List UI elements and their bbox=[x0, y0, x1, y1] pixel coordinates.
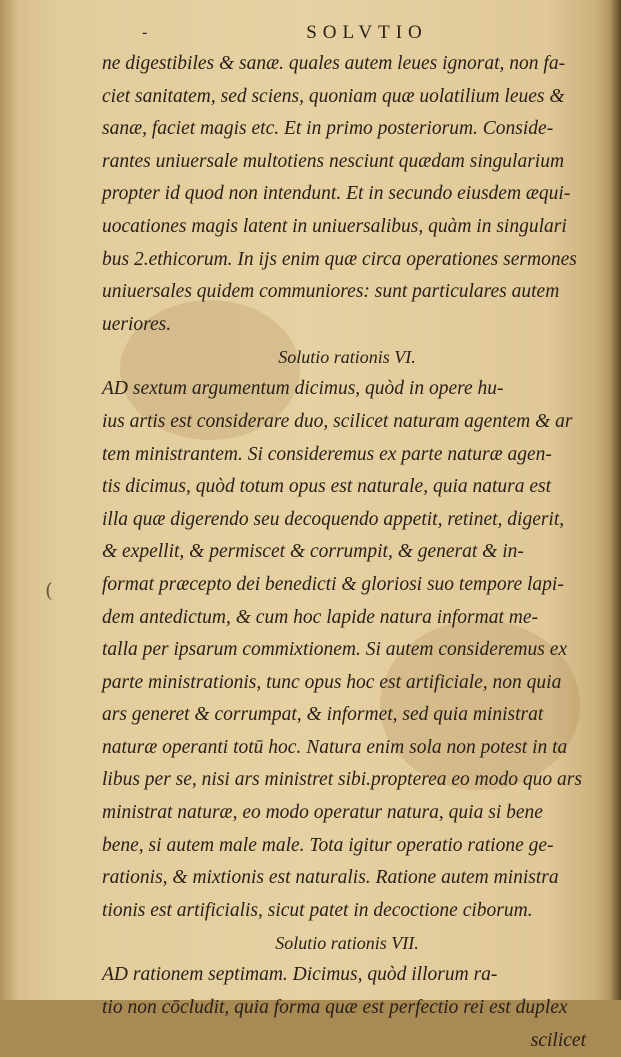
text-line: uocationes magis latent in uniuersalibus, quàm in singulari bbox=[102, 215, 567, 237]
text-line: ne digestibiles & sanæ. quales autem leues ignorat, non fa- bbox=[102, 53, 566, 74]
text-line: parte ministrationis, tunc opus hoc est artificiale, non quia bbox=[102, 671, 562, 693]
margin-mark: ( bbox=[45, 578, 53, 602]
paragraph-top bbox=[102, 48, 592, 341]
text-line: tionis est artificialis, sicut patet in decoctione ciborum. bbox=[102, 899, 533, 921]
page-edge bbox=[609, 0, 621, 1000]
text-line: ministrat naturæ, eo modo operatur natura, quia si bene bbox=[102, 802, 543, 824]
text-line: AD rationem septimam. Dicimus, quòd illorum ra- bbox=[102, 964, 498, 986]
text-line: tem ministrantem. Si consideremus ex parte naturæ agen- bbox=[102, 443, 552, 465]
text-line: illa quæ digerendo seu decoquendo appetit, retinet, digerit, bbox=[102, 508, 565, 530]
text-line: ars generet & corrumpat, & informet, sed quia ministrat bbox=[102, 704, 544, 726]
text-line: & expellit, & permiscet & corrumpit, & generat & in- bbox=[102, 541, 524, 563]
text-line: format præcepto dei benedicti & gloriosi suo tempore lapi- bbox=[102, 573, 564, 595]
text-line: propter id quod non intendunt. Et in secundo eiusdem æqui- bbox=[102, 183, 571, 205]
text-line: tio non cōcludit, quia forma quæ est perfectio rei est duplex bbox=[102, 997, 568, 1019]
text-line: sanæ, faciet magis etc. Et in primo posteriorum. Conside- bbox=[102, 118, 554, 140]
text-line: rantes uniuersale multotiens nesciunt quædam singularium bbox=[102, 150, 565, 172]
text-line: tis dicimus, quòd totum opus est naturale, quia natura est bbox=[102, 476, 552, 498]
section-heading: Solutio rationis VII. bbox=[275, 933, 419, 954]
text-line: ueriores. bbox=[102, 313, 172, 335]
catchword: scilicet bbox=[530, 1029, 586, 1051]
text-line: ius artis est considerare duo, scilicet naturam agentem & ar bbox=[102, 410, 573, 432]
text-line: libus per se, nisi ars ministret sibi.propterea eo modo quo ars bbox=[102, 769, 582, 791]
text-block bbox=[102, 18, 592, 1057]
text-line: naturæ operanti totū hoc. Natura enim sola non potest in ta bbox=[102, 736, 568, 758]
running-head-text: SOLVTIO bbox=[306, 22, 428, 43]
section-heading: Solutio rationis VI. bbox=[278, 347, 416, 368]
text-line: bus 2.ethicorum. In ijs enim quæ circa operationes sermones bbox=[102, 248, 577, 270]
text-line: ciet sanitatem, sed sciens, quoniam quæ uolatilium leues & bbox=[102, 85, 565, 107]
paragraph-bottom bbox=[102, 959, 592, 1057]
running-head bbox=[102, 18, 592, 48]
text-line: uniuersales quidem communiores: sunt particulares autem bbox=[102, 281, 560, 303]
head-ornament: - bbox=[142, 24, 154, 41]
text-line: bene, si autem male male. Tota igitur operatio ratione ge- bbox=[102, 834, 554, 856]
text-line: talla per ipsarum commixtionem. Si autem consideremus ex bbox=[102, 639, 568, 661]
paragraph-middle bbox=[102, 373, 592, 927]
text-line: AD sextum argumentum dicimus, quòd in opere hu- bbox=[102, 378, 504, 400]
text-line: dem antedictum, & cum hoc lapide natura informat me- bbox=[102, 606, 538, 628]
text-line: rationis, & mixtionis est naturalis. Ratione autem ministra bbox=[102, 867, 559, 889]
